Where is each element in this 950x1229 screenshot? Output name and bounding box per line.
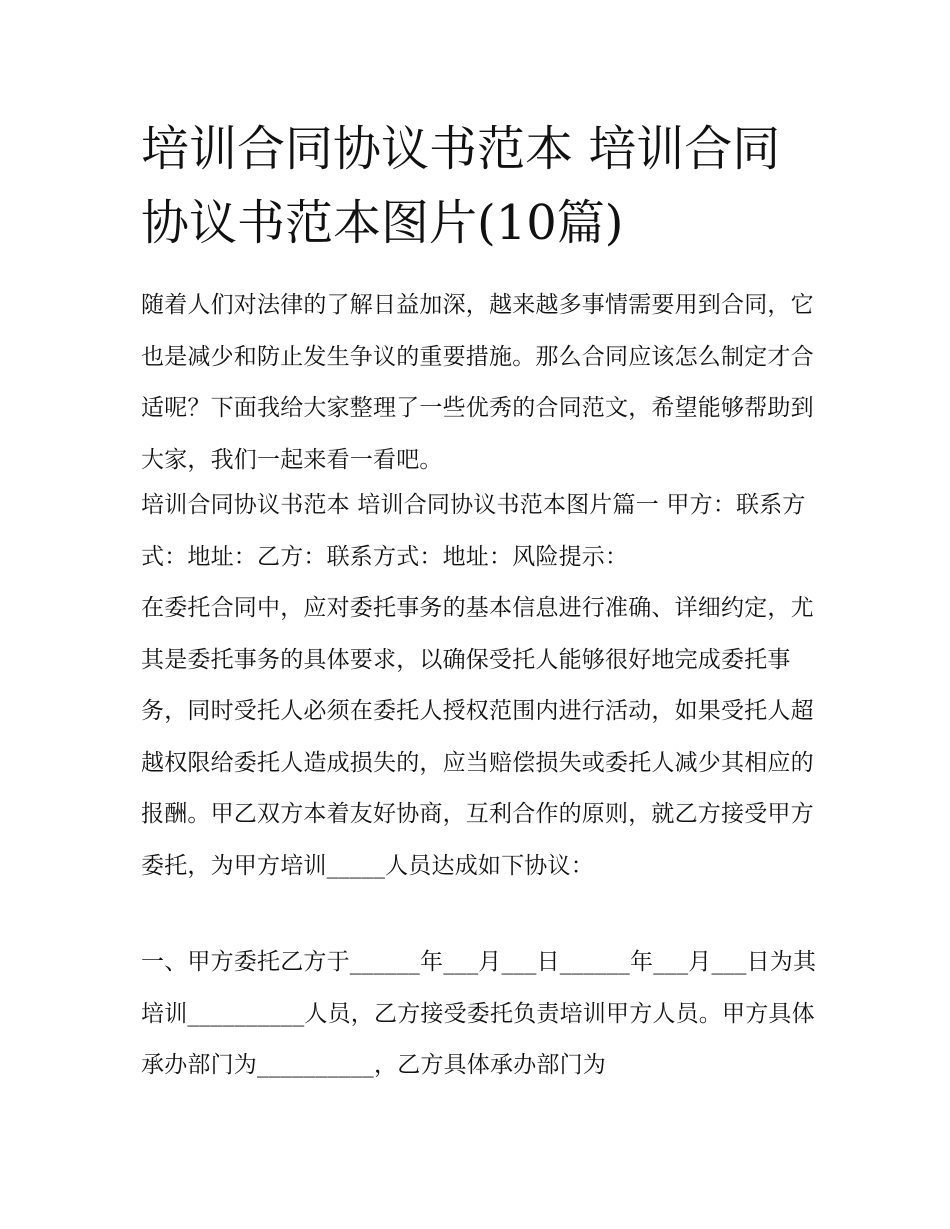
document-title: 培训合同协议书范本 培训合同协议书范本图片(10篇)	[141, 121, 781, 251]
section-1-heading: 培训合同协议书范本 培训合同协议书范本图片篇一 甲方：联系方式：地址：乙方：联系方式：地址：风险提示：	[141, 492, 806, 570]
clause-1-paragraph: 一、甲方委托乙方于______年___月___日______年___月___日为其培训__________人员，乙方接受委托负责培训甲方人员。甲方具体承办部门为__________，乙方具体承办部门为	[141, 949, 817, 1078]
section-1-body: 在委托合同中，应对委托事务的基本信息进行准确、详细约定，尤其是委托事务的具体要求，以确保受托人能够很好地完成委托事务，同时受托人必须在委托人授权范围内进行活动，如果受托人超越权限给委托人造成损失的，应当赔偿损失或委托人减少其相应的报酬。甲乙双方本着友好协商，互利合作的原则，就乙方接受甲方委托，为甲方培训_____人员达成如下协议：	[141, 595, 814, 879]
intro-paragraph: 随着人们对法律的了解日益加深，越来越多事情需要用到合同，它也是减少和防止发生争议的重要措施。那么合同应该怎么制定才合适呢？下面我给大家整理了一些优秀的合同范文，希望能够帮助到大家，我们一起来看一看吧。	[141, 292, 814, 473]
